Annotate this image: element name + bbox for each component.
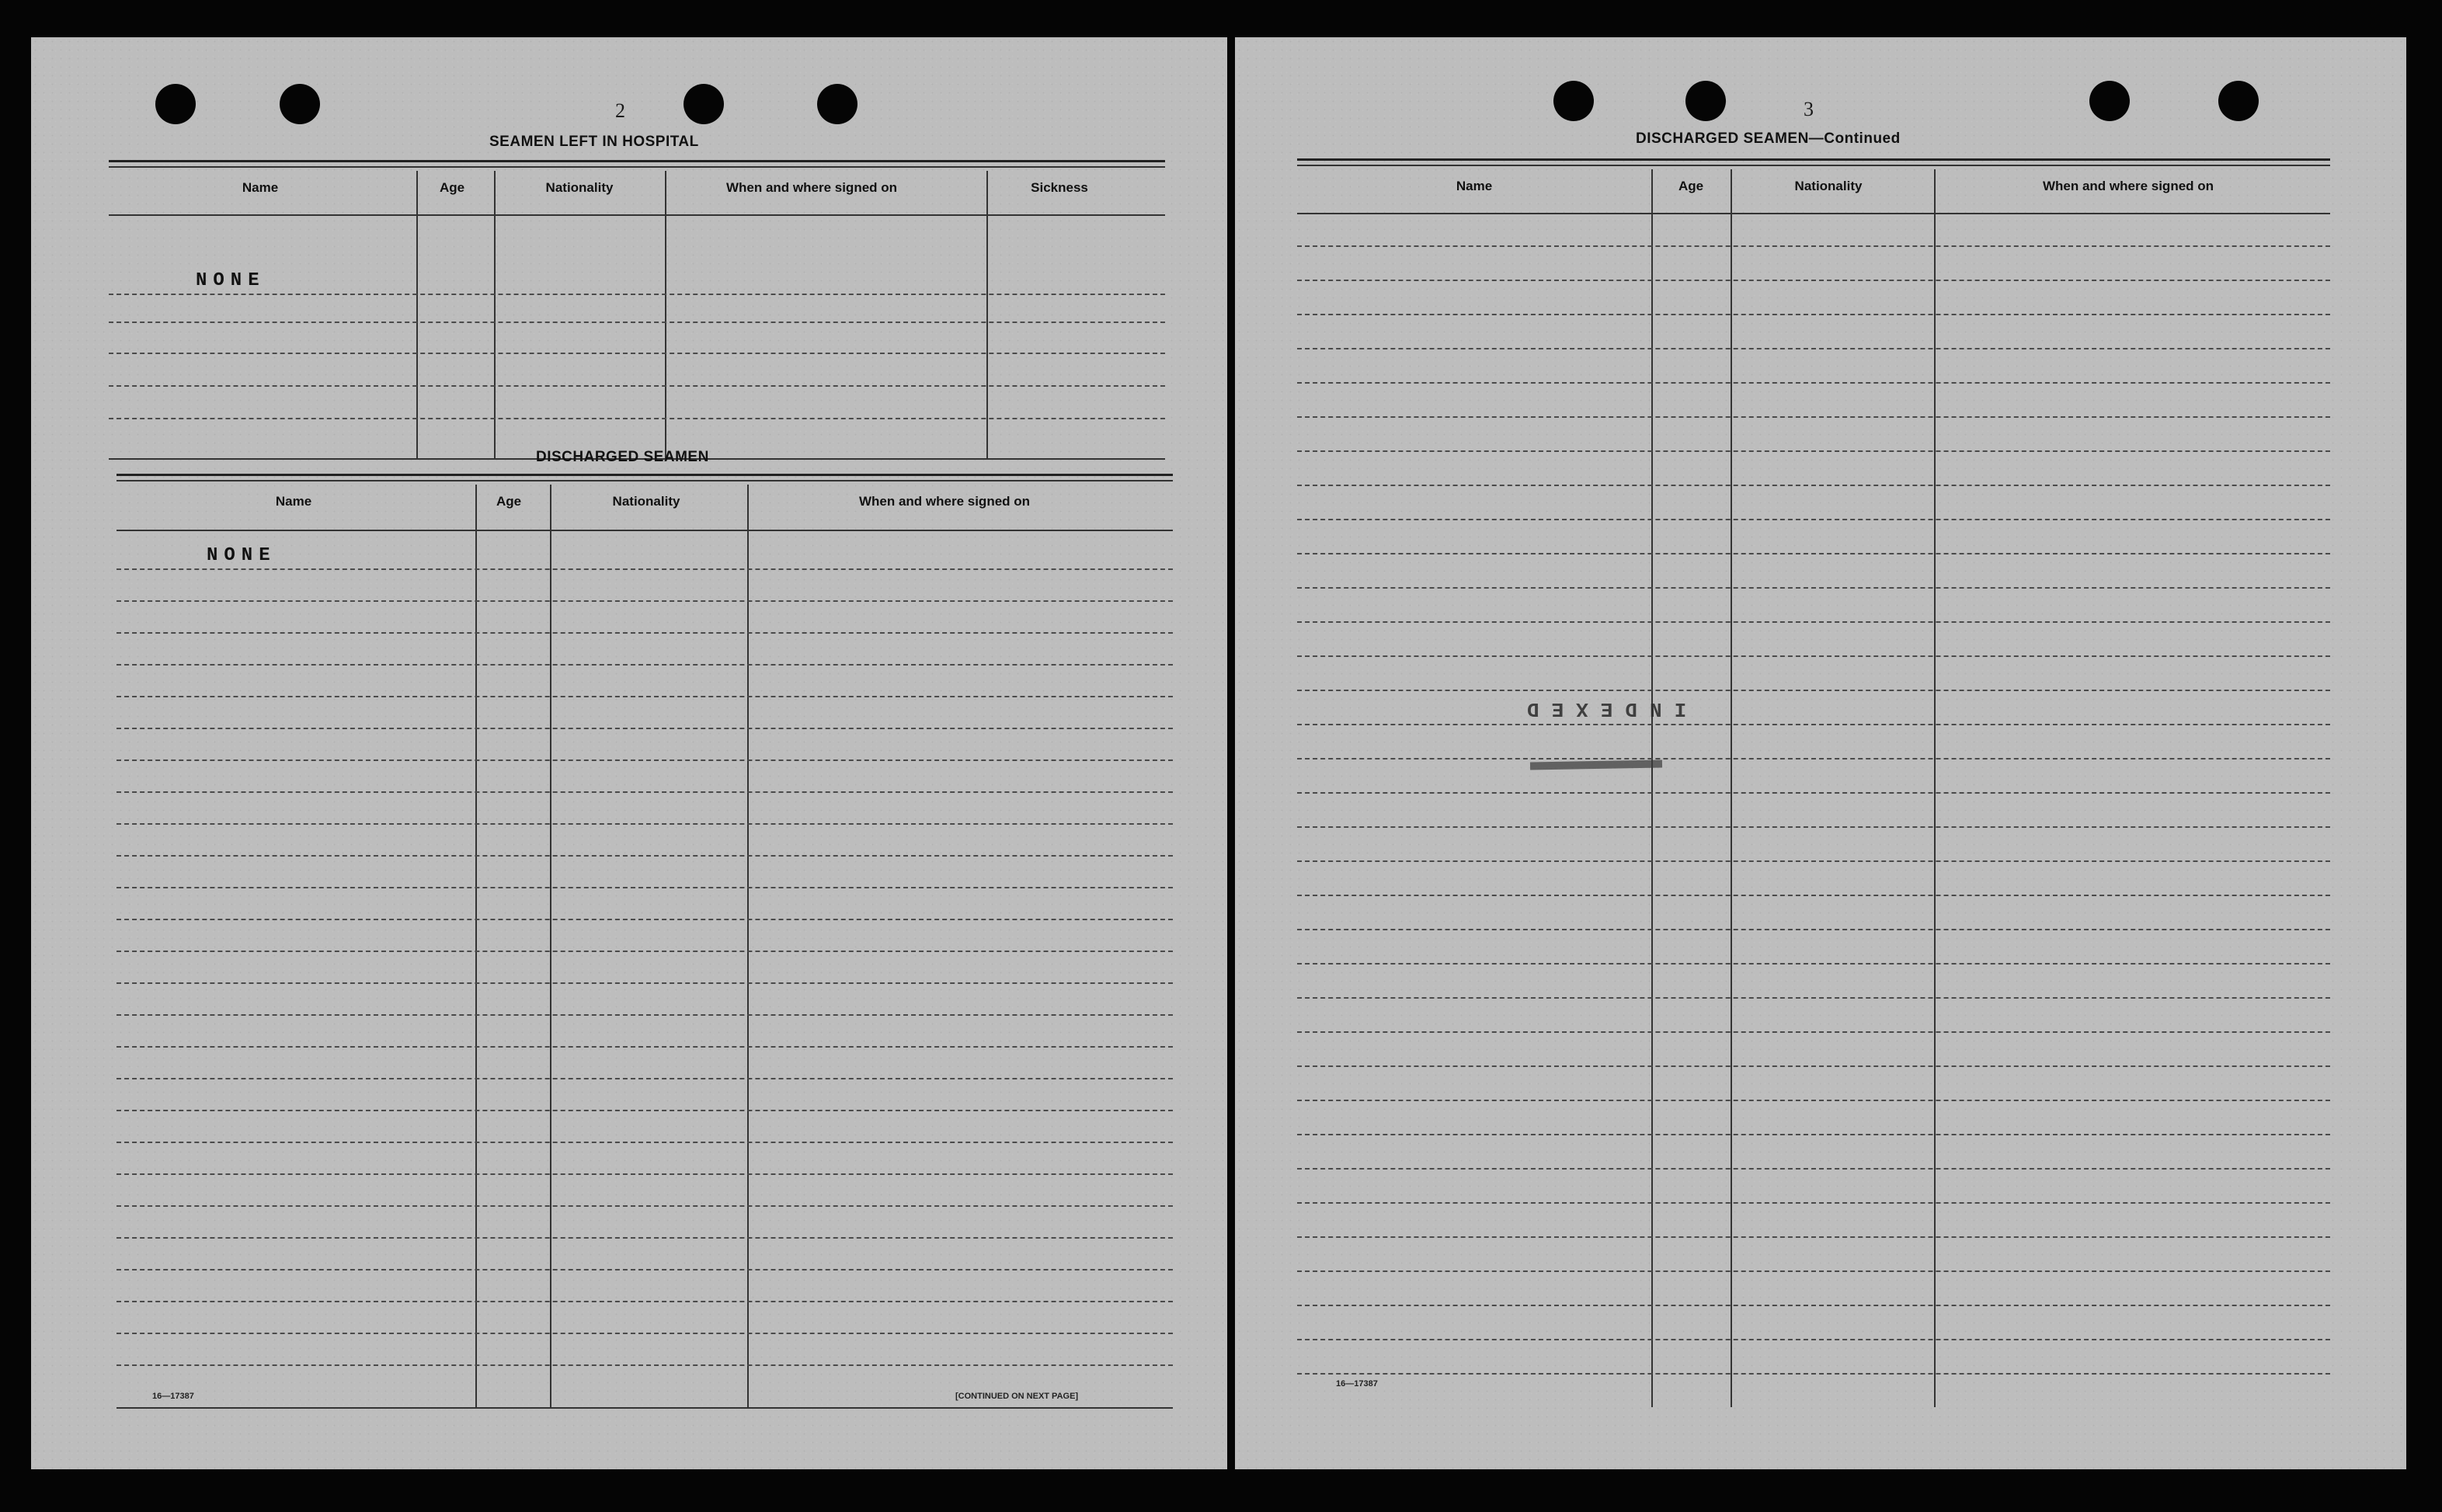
- ruled-line: [1297, 690, 2330, 691]
- ruled-line: [1297, 963, 2330, 965]
- ruled-line: [1297, 826, 2330, 828]
- ruled-line: [109, 294, 1165, 295]
- ruled-line: [1297, 1168, 2330, 1170]
- ruled-line: [1297, 1270, 2330, 1272]
- table-bottom-rule: [117, 1407, 1173, 1409]
- ruled-line: [117, 1269, 1173, 1270]
- ruled-line: [1297, 1202, 2330, 1204]
- ruled-line: [1297, 655, 2330, 657]
- ruled-line: [117, 1237, 1173, 1239]
- col-header-nationality: Nationality: [545, 180, 614, 195]
- col-header-age: Age: [1678, 179, 1704, 193]
- table-top-rule: [1297, 165, 2330, 166]
- ruled-line: [1297, 519, 2330, 520]
- ruled-line: [1297, 382, 2330, 384]
- column-divider: [665, 171, 666, 460]
- column-divider: [1934, 169, 1936, 1407]
- ruled-line: [1297, 1373, 2330, 1375]
- table-top-rule: [109, 160, 1165, 162]
- form-number: 16—17387: [1336, 1379, 1378, 1389]
- ruled-line: [117, 1110, 1173, 1111]
- ruled-line: [1297, 997, 2330, 999]
- ruled-line: [117, 568, 1173, 570]
- col-header-name: Name: [242, 180, 279, 195]
- punch-hole: [1553, 81, 1594, 121]
- column-divider: [494, 171, 496, 460]
- ruled-line: [1297, 1339, 2330, 1340]
- col-header-age: Age: [496, 494, 522, 509]
- ruled-line: [1297, 1031, 2330, 1033]
- ruled-line: [117, 1078, 1173, 1079]
- punch-hole: [2218, 81, 2259, 121]
- form-number: 16—17387: [152, 1392, 194, 1401]
- col-header-signed-on: When and where signed on: [2042, 179, 2214, 193]
- column-divider: [1651, 169, 1653, 1407]
- page-number: 3: [1804, 98, 1814, 120]
- ruled-line: [117, 664, 1173, 666]
- ruled-line: [117, 982, 1173, 984]
- punch-hole: [280, 84, 320, 124]
- ruled-line: [109, 322, 1165, 323]
- ruled-line: [1297, 758, 2330, 759]
- col-header-sickness: Sickness: [1031, 180, 1088, 195]
- ruled-line: [117, 1173, 1173, 1175]
- ruled-line: [117, 919, 1173, 920]
- continued-note: [CONTINUED ON NEXT PAGE]: [955, 1392, 1079, 1401]
- ruled-line: [117, 1046, 1173, 1048]
- ruled-line: [1297, 621, 2330, 623]
- col-header-nationality: Nationality: [612, 494, 680, 509]
- ruled-line: [1297, 792, 2330, 794]
- ruled-line: [1297, 348, 2330, 349]
- ruled-line: [1297, 553, 2330, 554]
- ruled-line: [117, 1142, 1173, 1143]
- ruled-line: [1297, 280, 2330, 281]
- stamp-smudge: [1530, 760, 1662, 770]
- ruled-line: [117, 1333, 1173, 1334]
- ruled-line: [109, 353, 1165, 354]
- table-top-rule: [117, 474, 1173, 476]
- punch-hole: [155, 84, 196, 124]
- discharged-section-title: DISCHARGED SEAMEN: [536, 449, 709, 465]
- column-divider: [1731, 169, 1732, 1407]
- table-top-rule: [109, 166, 1165, 168]
- ruled-line: [1297, 929, 2330, 930]
- ruled-line: [1297, 587, 2330, 589]
- ruled-line: [117, 1205, 1173, 1207]
- col-header-signed-on: When and where signed on: [725, 180, 898, 195]
- ruled-line: [117, 855, 1173, 857]
- ruled-line: [117, 600, 1173, 602]
- ruled-line: [1297, 1134, 2330, 1135]
- page-number: 2: [615, 99, 625, 122]
- col-header-name: Name: [1456, 179, 1493, 193]
- ruled-line: [117, 1364, 1173, 1366]
- ruled-line: [1297, 450, 2330, 452]
- ruled-line: [1297, 860, 2330, 862]
- table-top-rule: [1297, 158, 2330, 161]
- header-rule: [117, 530, 1173, 531]
- ruled-line: [1297, 895, 2330, 896]
- discharged-continued-title: DISCHARGED SEAMEN—Continued: [1636, 130, 1901, 147]
- ruled-line: [109, 418, 1165, 419]
- ruled-line: [117, 632, 1173, 634]
- col-header-name: Name: [275, 494, 312, 509]
- ruled-line: [1297, 1100, 2330, 1101]
- hospital-section-title: SEAMEN LEFT IN HOSPITAL: [489, 134, 699, 150]
- ruled-line: [1297, 724, 2330, 725]
- ruled-line: [1297, 1236, 2330, 1238]
- left-page: [31, 37, 1227, 1469]
- col-header-nationality: Nationality: [1794, 179, 1863, 193]
- ruled-line: [117, 696, 1173, 697]
- right-page: [1235, 37, 2406, 1469]
- punch-hole: [2089, 81, 2130, 121]
- column-divider: [986, 171, 988, 460]
- ruled-line: [1297, 245, 2330, 247]
- table-top-rule: [117, 480, 1173, 481]
- header-rule: [1297, 213, 2330, 214]
- ruled-line: [117, 791, 1173, 793]
- hospital-entry-none: NONE: [196, 270, 266, 291]
- header-rule: [109, 214, 1165, 216]
- ruled-line: [1297, 485, 2330, 486]
- discharged-entry-none: NONE: [207, 545, 277, 566]
- ruled-line: [1297, 1305, 2330, 1306]
- indexed-stamp: INDEXED: [1515, 697, 1687, 721]
- ruled-line: [117, 887, 1173, 888]
- ruled-line: [117, 1014, 1173, 1016]
- column-divider: [416, 171, 418, 460]
- punch-hole: [684, 84, 724, 124]
- ruled-line: [1297, 314, 2330, 315]
- ruled-line: [1297, 416, 2330, 418]
- col-header-age: Age: [439, 180, 465, 195]
- ruled-line: [117, 759, 1173, 761]
- ruled-line: [117, 728, 1173, 729]
- punch-hole: [817, 84, 857, 124]
- ruled-line: [109, 385, 1165, 387]
- ruled-line: [117, 1301, 1173, 1302]
- ruled-line: [117, 951, 1173, 952]
- ruled-line: [1297, 1065, 2330, 1067]
- col-header-signed-on: When and where signed on: [858, 494, 1031, 509]
- ruled-line: [117, 823, 1173, 825]
- punch-hole: [1685, 81, 1726, 121]
